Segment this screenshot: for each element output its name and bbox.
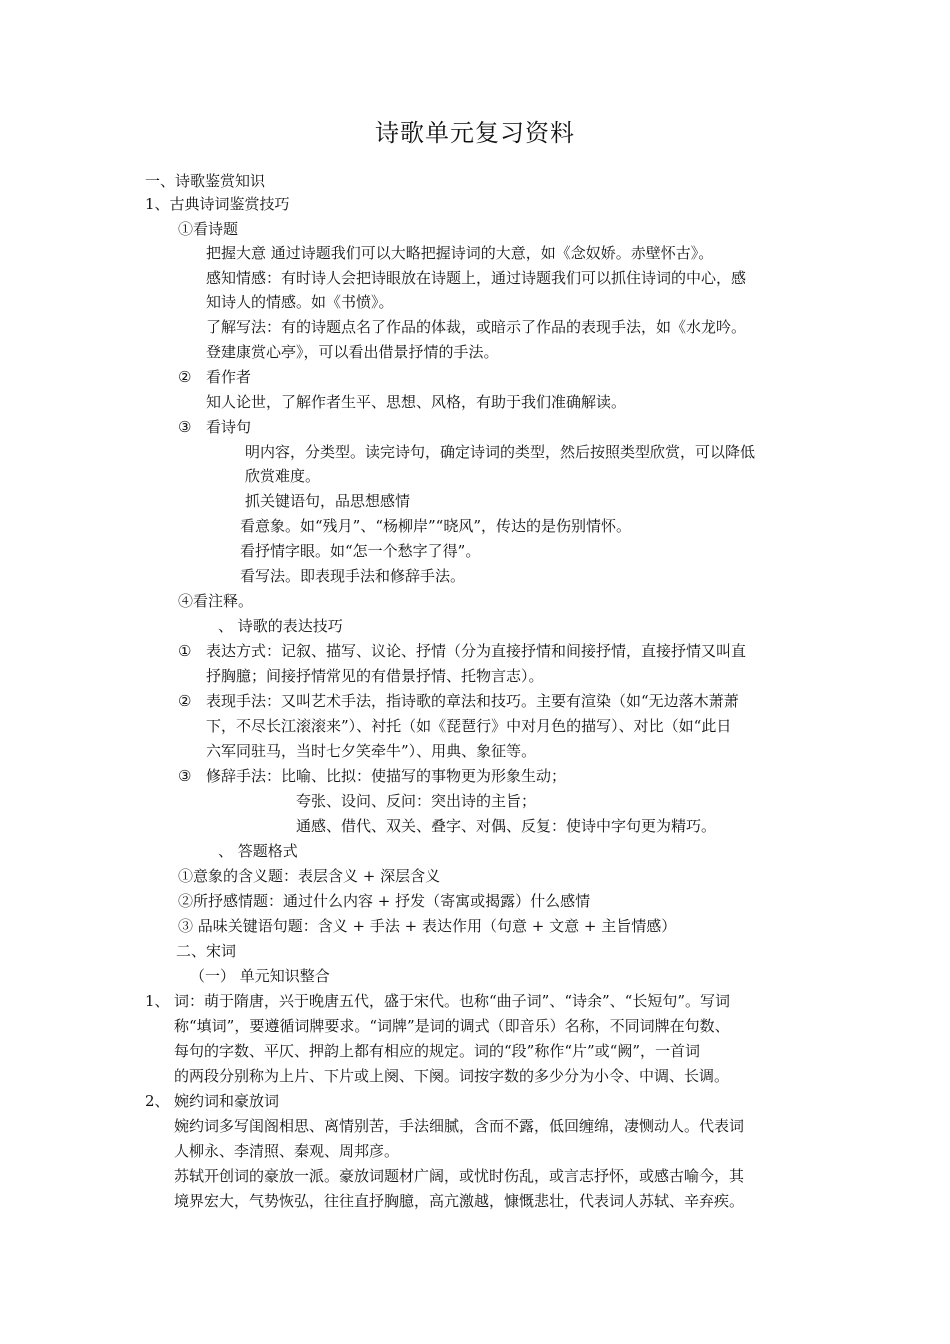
heading-unit-knowledge: （一） 单元知识整合 — [190, 967, 330, 985]
list-number: ② — [178, 692, 192, 710]
list-number: ② — [178, 368, 192, 386]
body-line: 修辞手法：比喻、比拟：使描写的事物更为形象生动； — [206, 767, 567, 785]
body-line: 六军同驻马，当时七夕笑牵牛”）、用典、象征等。 — [206, 742, 537, 760]
body-line: 了解写法：有的诗题点名了作品的体裁，或暗示了作品的表现手法，如《水龙吟。 — [206, 318, 747, 336]
body-line: 欣赏难度。 — [245, 467, 321, 485]
list-number: 1、 — [145, 992, 170, 1010]
body-line: 词：萌于隋唐，兴于晚唐五代，盛于宋代。也称“曲子词”、“诗余”、“长短句”。写词 — [174, 992, 731, 1010]
body-line: 苏轼开创词的豪放一派。豪放词题材广阔，或忧时伤乱，或言志抒怀，或感古喻今，其 — [174, 1167, 745, 1185]
body-line: 把握大意 通过诗题我们可以大略把握诗词的大意，如《念奴娇。赤壁怀古》。 — [206, 244, 714, 262]
body-line: 感知情感：有时诗人会把诗眼放在诗题上，通过诗题我们可以抓住诗词的中心，感 — [206, 269, 747, 287]
body-line: 表达方式：记叙、描写、议论、抒情（分为直接抒情和间接抒情，直接抒情又叫直 — [206, 642, 747, 660]
body-line: ②所抒感情题：通过什么内容 + 抒发（寄寓或揭露）什么感情 — [178, 892, 591, 910]
heading-answer-format: 、 答题格式 — [218, 842, 298, 860]
body-line: 看意象。如“残月”、“杨柳岸”“晓风”，传达的是伤别情怀。 — [240, 517, 632, 535]
body-line: 表现手法：又叫艺术手法，指诗歌的章法和技巧。主要有渲染（如“无边落木萧萧 — [206, 692, 739, 710]
body-line: 人柳永、李清照、秦观、周邦彦。 — [174, 1142, 400, 1160]
subheading-look-at-notes: ④看注释。 — [178, 592, 254, 610]
body-line: ①意象的含义题：表层含义 + 深层含义 — [178, 867, 441, 885]
body-line: 抒胸臆；间接抒情常见的有借景抒情、托物言志）。 — [206, 667, 544, 685]
body-line: 抓关键语句，品思想感情 — [245, 492, 411, 510]
body-line: 知人论世，了解作者生平、思想、风格，有助于我们准确解读。 — [206, 393, 627, 411]
document-title: 诗歌单元复习资料 — [375, 119, 575, 147]
subheading-look-at-author: 看作者 — [206, 368, 252, 386]
body-line: 明内容，分类型。读完诗句，确定诗词的类型，然后按照类型欣赏，可以降低 — [245, 443, 756, 461]
body-line: 知诗人的情感。如《书愤》。 — [206, 293, 394, 311]
subheading-look-at-verses: 看诗句 — [206, 418, 252, 436]
body-line: 每句的字数、平仄、押韵上都有相应的规定。词的“段”称作“片”或“阙”，一首词 — [174, 1042, 701, 1060]
list-number: ① — [178, 642, 192, 660]
heading-poetry-appreciation: 一、诗歌鉴赏知识 — [145, 172, 266, 190]
list-number: ③ — [178, 418, 192, 436]
body-line: 登建康赏心亭》，可以看出借景抒情的手法。 — [206, 343, 499, 361]
body-line: 的两段分别称为上片、下片或上阕、下阕。词按字数的多少分为小令、中调、长调。 — [174, 1067, 730, 1085]
heading-song-ci: 二、宋词 — [176, 942, 237, 960]
body-line: 看写法。即表现手法和修辞手法。 — [240, 567, 466, 585]
body-line: 夸张、设问、反问：突出诗的主旨； — [296, 792, 537, 810]
body-line: 境界宏大，气势恢弘，往往直抒胸臆，高亢激越，慷慨悲壮，代表词人苏轼、辛弃疾。 — [174, 1192, 745, 1210]
body-line: 称“填词”，要遵循词牌要求。“词牌”是词的调式（即音乐）名称，不同词牌在句数、 — [174, 1017, 730, 1035]
body-line: 通感、借代、双关、叠字、对偶、反复：使诗中字句更为精巧。 — [296, 817, 717, 835]
body-line: ③ 品味关键语句题：含义 + 手法 + 表达作用（句意 + 文意 + 主旨情感） — [178, 917, 677, 935]
subheading-look-at-title: ①看诗题 — [178, 220, 239, 238]
body-line: 看抒情字眼。如“怎一个愁字了得”。 — [240, 542, 481, 560]
heading-classical-poetry-skills: 1、古典诗词鉴赏技巧 — [145, 195, 290, 213]
body-line: 下，不尽长江滚滚来”）、衬托（如《琵琶行》中对月色的描写）、对比（如“此日 — [206, 717, 732, 735]
heading-expression-skills: 、 诗歌的表达技巧 — [218, 617, 343, 635]
body-line: 婉约词多写闺阁相思、离情别苦，手法细腻，含而不露，低回缠绵，凄恻动人。代表词 — [174, 1117, 745, 1135]
list-number: 2、 — [145, 1092, 170, 1110]
subheading-wanyue-haofang: 婉约词和豪放词 — [174, 1092, 280, 1110]
list-number: ③ — [178, 767, 192, 785]
